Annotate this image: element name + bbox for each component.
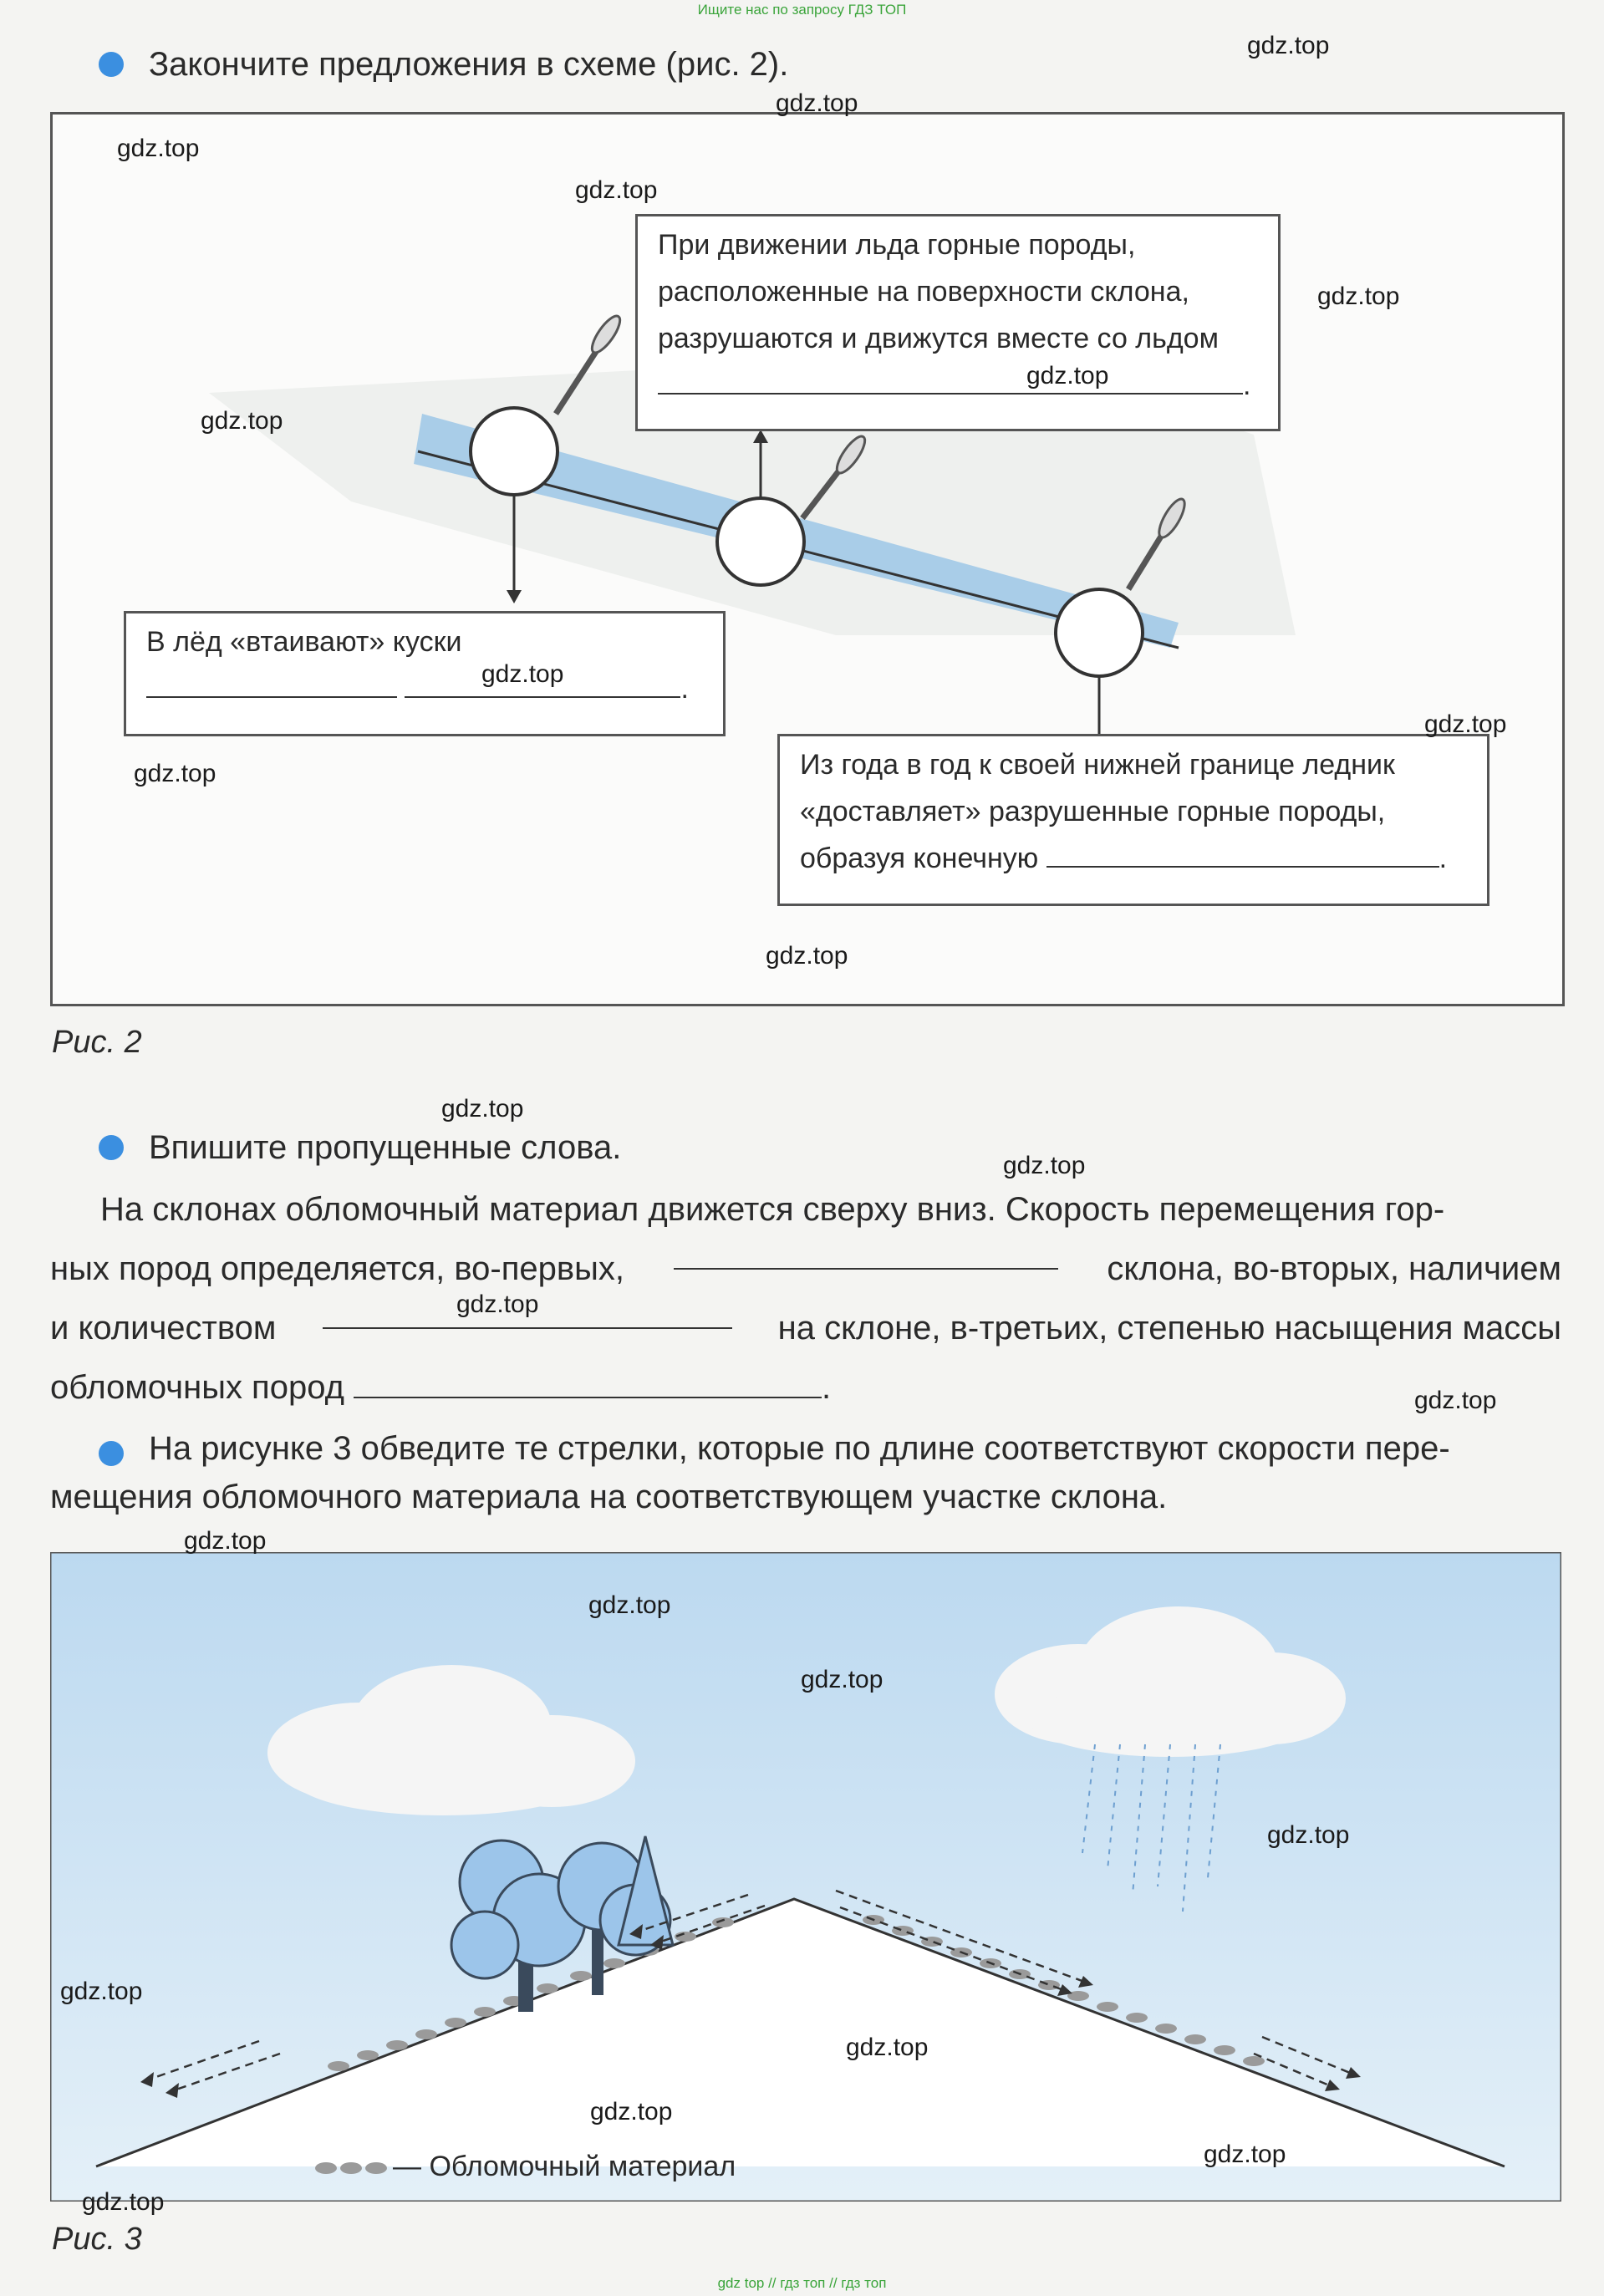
- watermark: gdz.top: [134, 760, 216, 787]
- task-1-instruction: Закончите предложения в схеме (рис. 2).: [149, 46, 789, 83]
- watermark: gdz.top: [1003, 1152, 1086, 1179]
- answer-blank[interactable]: [1046, 837, 1439, 868]
- paragraph-line: и количеством на склоне, в-третьих, степенью насыщения массы: [50, 1299, 1561, 1358]
- answer-blank[interactable]: [658, 364, 1243, 395]
- watermark: gdz.top: [1247, 32, 1330, 59]
- watermark: gdz.top: [588, 1591, 671, 1619]
- magnifier-circle: [471, 408, 558, 495]
- box-line: разрушаются и движутся вместе со льдом: [658, 323, 1219, 354]
- watermark: gdz.top: [1204, 2141, 1286, 2168]
- answer-blank[interactable]: [674, 1240, 1058, 1270]
- legend-label: — Обломочный материал: [393, 2151, 736, 2182]
- watermark: gdz.top: [60, 1978, 143, 2005]
- watermark: gdz.top: [481, 660, 564, 688]
- paragraph-line: На склонах обломочный материал движется сверху вниз. Скорость перемещения гор-: [100, 1191, 1445, 1228]
- watermark: gdz.top: [117, 135, 200, 162]
- text-box-moraine: [777, 734, 1489, 906]
- text-box-ice-movement: [635, 214, 1281, 431]
- watermark: gdz.top: [801, 1666, 883, 1693]
- watermark: gdz.top: [1424, 710, 1507, 738]
- watermark: gdz.top: [776, 89, 858, 117]
- task-2-instruction: Впишите пропущенные слова.: [149, 1129, 622, 1166]
- task-2-paragraph: [50, 1180, 1561, 1418]
- paragraph-line: обломочных пород .: [50, 1369, 832, 1406]
- watermark: gdz.top: [441, 1095, 524, 1123]
- legend-debris-icon: [315, 2162, 387, 2174]
- box-line: «доставляет» разрушенные горные породы,: [800, 796, 1386, 827]
- watermark: gdz.top: [590, 2098, 673, 2125]
- answer-blank[interactable]: [354, 1368, 822, 1398]
- watermark: gdz.top: [846, 2034, 929, 2061]
- watermark: gdz.top: [575, 176, 658, 204]
- watermark: gdz.top: [1317, 283, 1400, 310]
- magnifier-circle: [717, 498, 804, 585]
- box-line: расположенные на поверхности склона,: [658, 276, 1189, 308]
- box-line: Из года в год к своей нижней границе ледник: [800, 749, 1395, 781]
- watermark: gdz.top: [1267, 1821, 1350, 1849]
- text-box-ice-melts-in: [124, 611, 726, 736]
- answer-line: образуя конечную .: [800, 835, 1467, 882]
- slope-diagram: [50, 1552, 1561, 2202]
- watermark: gdz.top: [184, 1527, 267, 1555]
- watermark: gdz.top: [201, 407, 283, 435]
- box-line: При движении льда горные породы,: [658, 229, 1136, 261]
- task-3-instruction: На рисунке 3 обведите те стрелки, которые по длине соответствуют скорости пере- мещения обломочного материала на соответствующем участке склона.: [50, 1430, 1450, 1515]
- site-note-top: Ищите нас по запросу ГДЗ ТОП: [697, 2, 907, 18]
- watermark: gdz.top: [766, 942, 848, 970]
- figure-3-caption: Рис. 3: [52, 2222, 142, 2257]
- figure-2-caption: Рис. 2: [52, 1025, 142, 1060]
- site-note-bottom: gdz top // гдз топ // гдз топ: [717, 2275, 887, 2291]
- watermark: gdz.top: [82, 2188, 165, 2216]
- watermark: gdz.top: [1414, 1387, 1497, 1414]
- answer-blank[interactable]: [146, 668, 397, 698]
- watermark: gdz.top: [1026, 362, 1109, 389]
- watermark: gdz.top: [456, 1291, 539, 1318]
- bullet-icon: [99, 1135, 124, 1160]
- answer-line: .: [658, 362, 1258, 409]
- box-line: В лёд «втаивают» куски: [146, 626, 462, 658]
- paragraph-line: ных пород определяется, во-первых, склона, во-вторых, наличием: [50, 1240, 1561, 1299]
- magnifier-circle: [1056, 589, 1143, 676]
- answer-line: .: [146, 665, 703, 712]
